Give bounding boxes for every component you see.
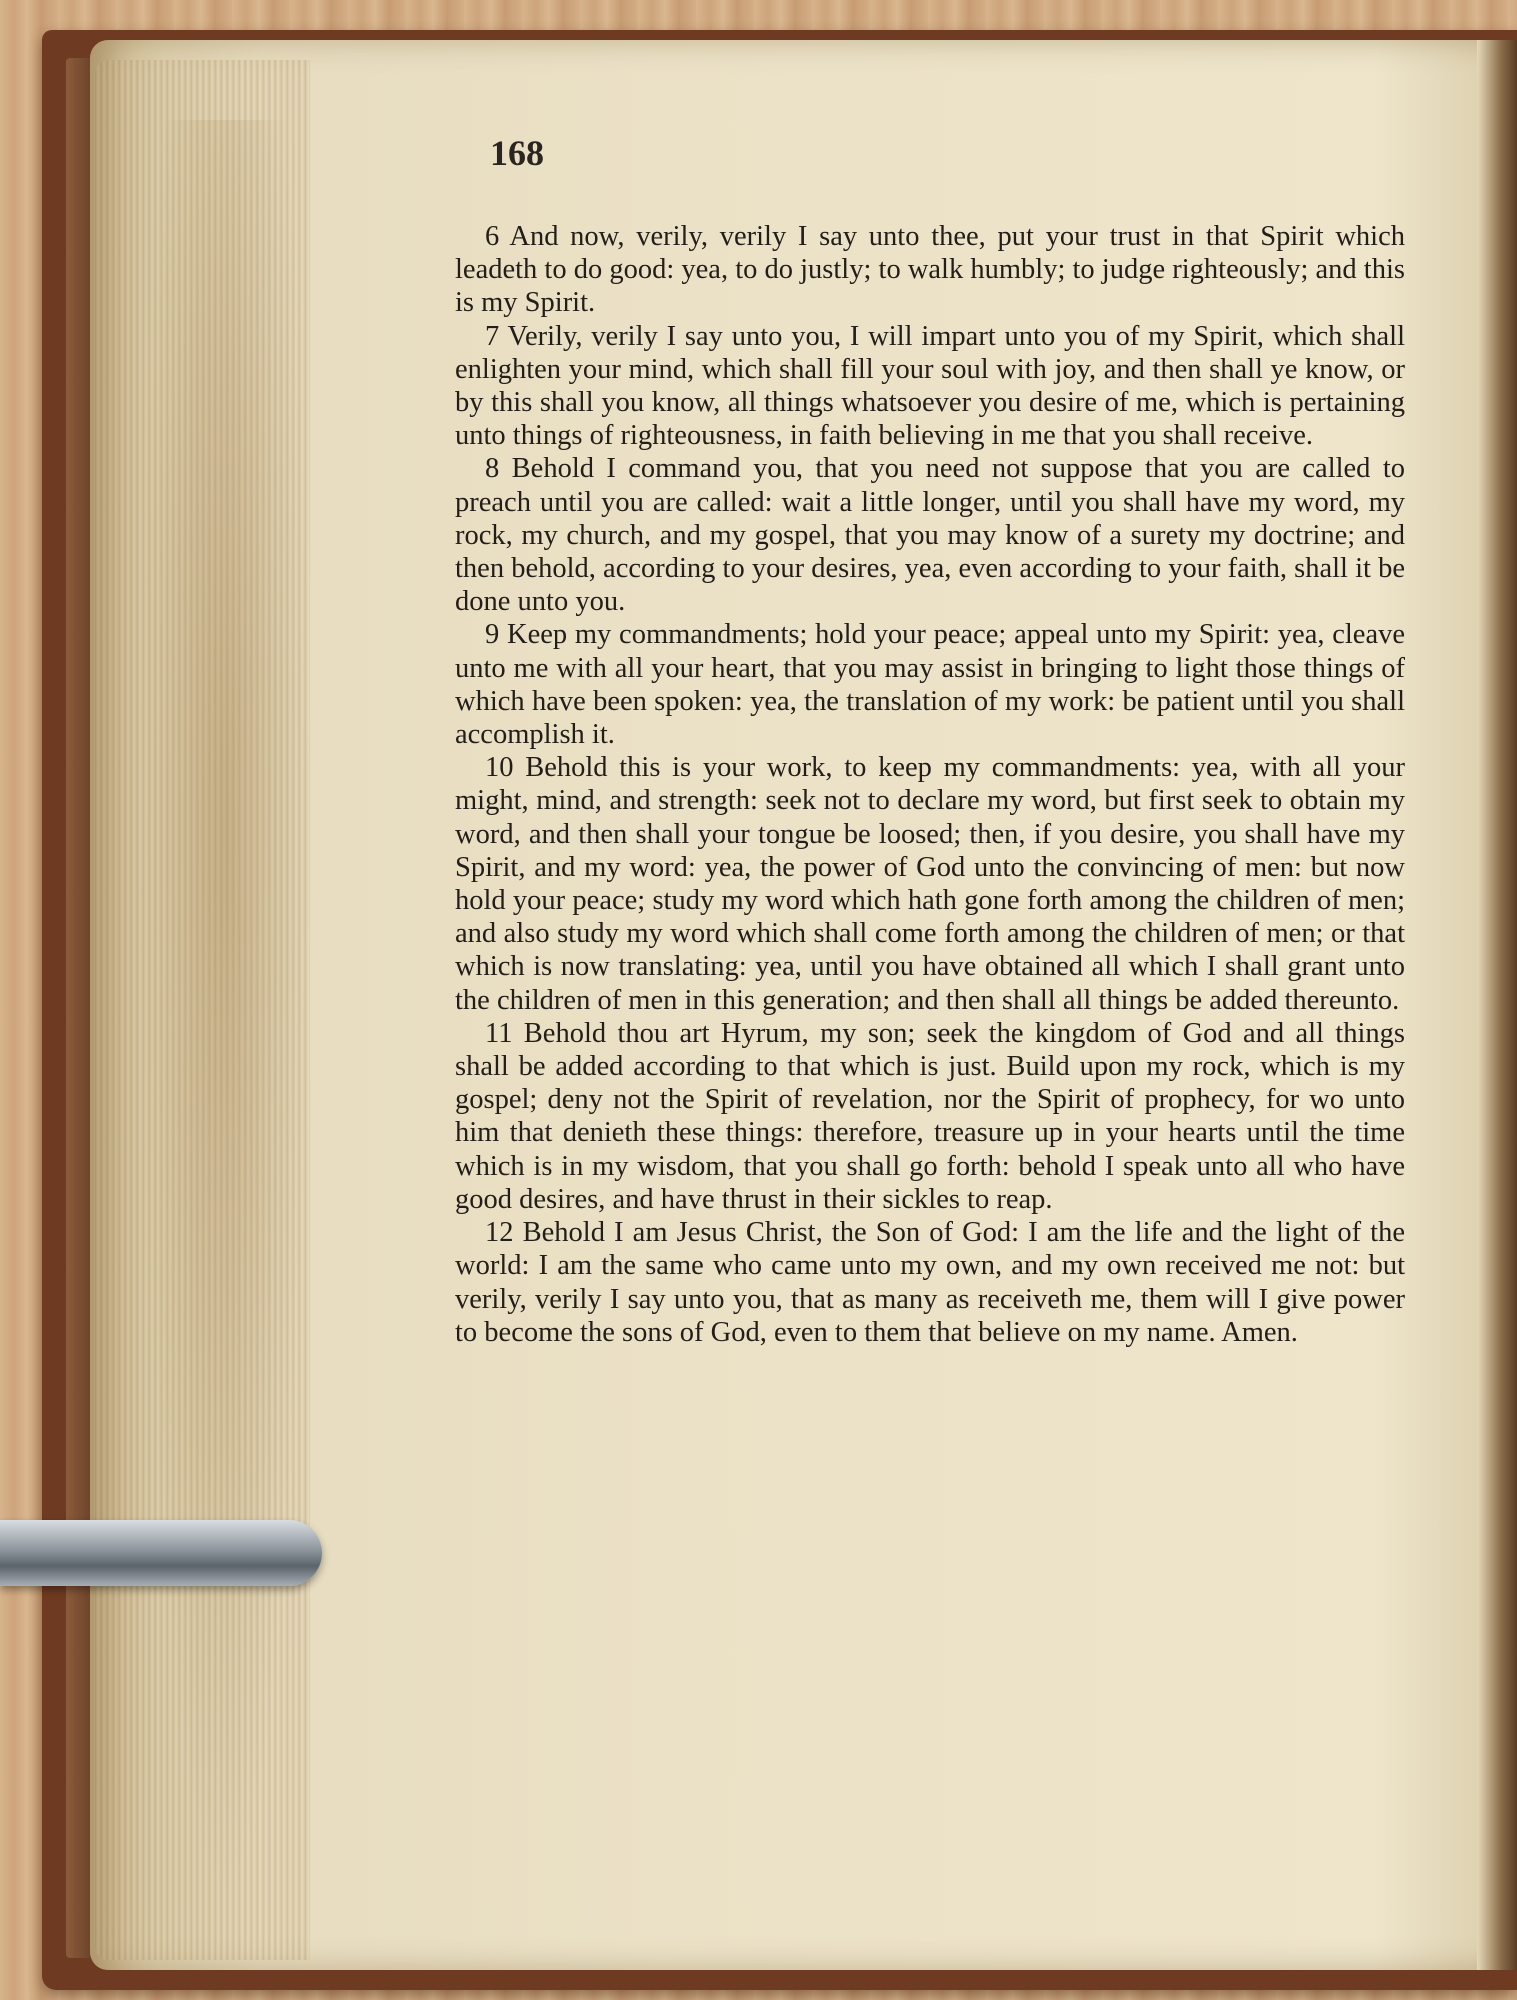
book-gutter [1477,40,1517,1970]
verse-12: 12 Behold I am Jesus Christ, the Son of God: I am the life and the light of the world: I am the same who came unto my own, and my own received me not: but verily, verily I say unto you, that as many as receiveth me, them will I give power to become the sons of God, even to them that believe on my name. Amen. [455,1217,1405,1348]
verse-9: 9 Keep my commandments; hold your peace; appeal unto my Spirit: yea, cleave unto me with all your heart, that you may assist in bringing to light those things of which have been spoken: yea, the translation of my work: be patient until you shall accomplish it. [455,619,1405,751]
verse-7: 7 Verily, verily I say unto you, I will impart unto you of my Spirit, which shall enlighten your mind, which shall fill your soul with joy, and then shall ye know, or by this shall you know, all things whatsoever you desire of me, which is pertaining unto things of righteousness, in faith believing in me that you shall receive. [455,320,1405,452]
page-stain [140,120,310,1900]
page-text-column [455,220,1405,1349]
verse-10: 10 Behold this is your work, to keep my commandments: yea, with all your might, mind, and strength: seek not to declare my word, but first seek to obtain my word, and then shall your tongue be loosed; then, if you desire, you shall have my Spirit, and my word: yea, the power of God unto the convincing of men: but now hold your peace; study my word which hath gone forth among the children of men; and also study my word which shall come forth among the children of men; or that which is now translating: yea, until you have obtained all which I shall grant unto the children of men in this generation; and then shall all things be added thereunto. [455,752,1405,1016]
verse-6: 6 And now, verily, verily I say unto thee, put your trust in that Spirit which leadeth to do good: yea, to do justly; to walk humbly; to judge righteously; and this is my Spirit. [455,221,1405,319]
verse-8: 8 Behold I command you, that you need not suppose that you are called to preach until you are called: wait a little longer, until you shall have my word, my rock, my church, and my gospel, that you may know of a surety my doctrine; and then behold, according to your desires, yea, even according to your faith, shall it be done unto you. [455,453,1405,618]
verse-11: 11 Behold thou art Hyrum, my son; seek the kingdom of God and all things shall be added according to that which is just. Build upon my rock, which is my gospel; deny not the Spirit of revelation, nor the Spirit of prophecy, for wo unto him that denieth these things: therefore, treasure up in your hearts until the time which is in my wisdom, that you shall go forth: behold I speak unto all who have good desires, and have thrust in their sickles to reap. [455,1017,1405,1215]
metal-page-holder [0,1520,322,1586]
page-number: 168 [490,133,544,173]
